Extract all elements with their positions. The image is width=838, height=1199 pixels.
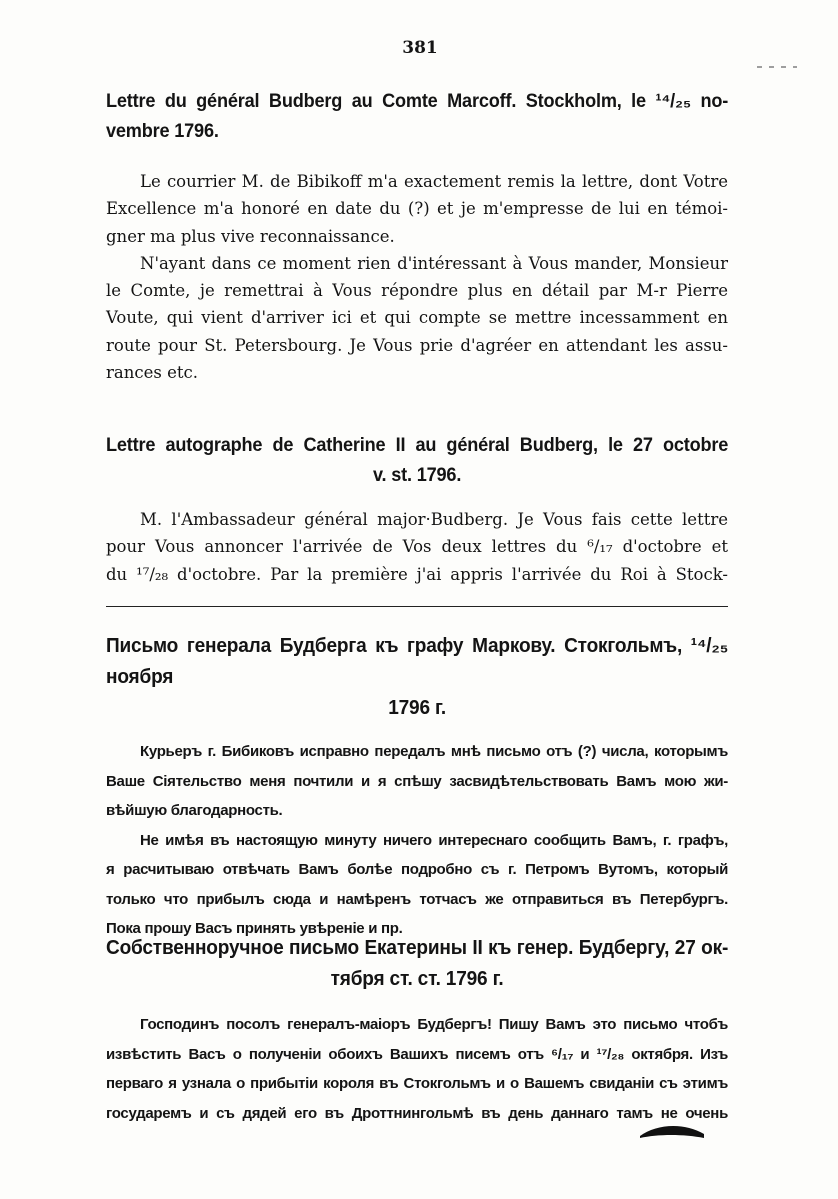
page-number: 381 [402,38,438,58]
russian-letter-1 [106,630,728,944]
russian-letter-1-body: Курьеръ г. Бибиковъ исправно передалъ мнѣ письмо отъ (?) числа, которымъ Ваше Сіятельство меня почтили и я спѣшу засвидѣтельствовать Вамъ мою жи- вѣйшую благодарность. Не имѣя въ настоящую минуту ничего интереснаго сообщить Вамъ, г. графъ, я расчитываю отвѣчать Вамъ болѣе подробно съ г. Петромъ Вутомъ, который только что прибылъ сюда и намѣренъ тотчасъ же отправиться въ Петербургъ. Пока прошу Васъ принять увѣреніе и пр. [106,743,728,937]
separator-rule [106,606,728,607]
french-letter-2-body: M. l'Ambassadeur général major·Budberg. Je Vous fais cette lettre pour Vous annoncer l'arrivée de Vos deux lettres du ⁶/₁₇ d'octobre et du ¹⁷/₂₈ d'octobre. Par la première j'ai appris l'arrivée du Roi à Stock- [106,510,728,584]
russian-letter-2-title: Собственноручное письмо Екатерины II къ генер. Будбергу, 27 ок- тября ст. ст. 1796 г. [106,936,729,990]
scan-dash-mark [757,64,797,70]
french-letter-2 [106,430,728,588]
french-letter-1 [106,86,728,386]
russian-letter-2 [106,932,728,1128]
french-letter-2-title: Lettre autographe de Catherine II au général Budberg, le 27 octobre v. st. 1796. [106,434,729,486]
french-letter-1-title: Lettre du général Budberg au Comte Marcoff. Stockholm, le ¹⁴/₂₅ no- vembre 1796. [106,90,729,142]
ink-blot-mark [638,1120,708,1142]
french-letter-1-body: Le courrier M. de Bibikoff m'a exactement remis la lettre, dont Votre Excellence m'a honoré en date du (?) et je m'empresse de lui en témoi- gner ma plus vive reconnaissance. N'ayant dans ce moment rien d'intéressant à Vous mander, Monsieur le Comte, je remettrai à Vous répondre plus en détail par M-r Pierre Voute, qui vient d'arriver ici et qui compte se mettre incessamment en route pour St. Petersbourg. Je Vous prie d'agréer en attendant les assu- rances etc. [106,172,728,383]
russian-letter-1-title: Письмо генерала Будберга къ графу Маркову. Стокгольмъ, ¹⁴/₂₅ ноября 1796 г. [106,634,729,719]
russian-letter-2-body: Господинъ посолъ генералъ-маіоръ Будбергъ! Пишу Вамъ это письмо чтобъ извѣстить Васъ о полученіи обоихъ Вашихъ писемъ отъ ⁶/₁₇ и ¹⁷/₂₈ октября. Изъ перваго я узнала о прибытіи короля въ Стокгольмъ и о Вашемъ свиданіи съ этимъ государемъ и съ дядей его въ Дроттнингольмѣ въ день даннаго тамъ не очень [106,1016,728,1122]
